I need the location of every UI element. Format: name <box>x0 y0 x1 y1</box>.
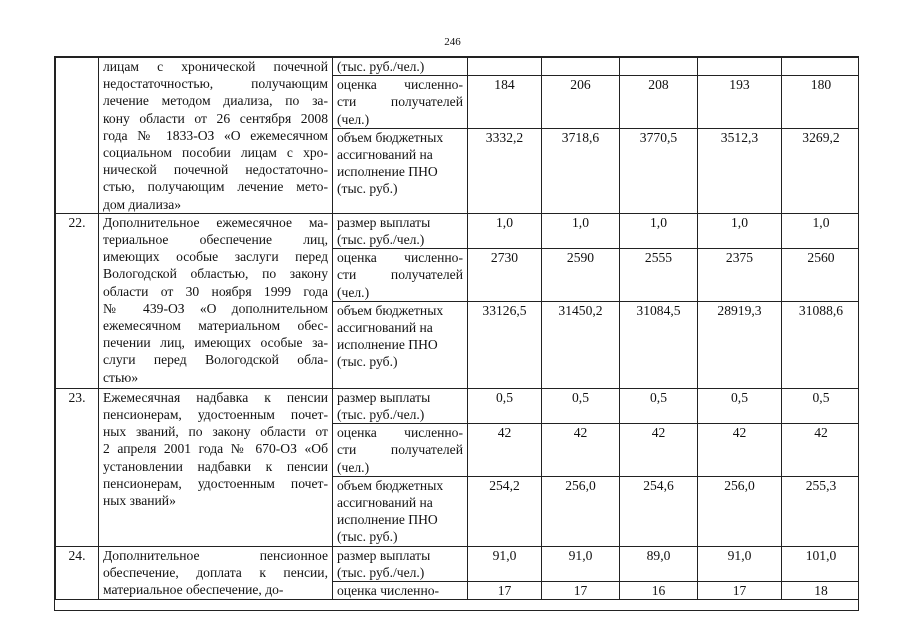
indicator-line: сти получателей <box>337 267 463 283</box>
budget-table <box>55 57 859 600</box>
indicator-line: ассигнований на <box>337 147 433 163</box>
indicator-line: сти получателей <box>337 442 463 458</box>
measure-description <box>99 388 333 546</box>
value-cell: 17 <box>468 582 542 600</box>
indicator-line: сти получателей <box>337 94 463 110</box>
value-cell: 2730 <box>468 249 542 302</box>
description-line: недостаточностью, получающим <box>103 76 328 92</box>
table-row <box>56 546 860 581</box>
table-row <box>56 58 860 76</box>
indicator-line: ассигнований на <box>337 320 433 336</box>
value-cell <box>542 58 620 76</box>
table-row <box>56 213 860 248</box>
value-cell: 33126,5 <box>468 301 542 388</box>
value-cell: 206 <box>542 76 620 129</box>
description-line: № 439-ОЗ «О дополнительном <box>103 300 328 316</box>
indicator-line: объем бюджетных <box>337 302 444 318</box>
indicator-name <box>333 213 468 248</box>
indicator-line: ассигнований на <box>337 495 433 511</box>
value-cell: 42 <box>468 424 542 477</box>
description-line: области от 30 ноября 1999 года <box>103 283 328 299</box>
value-cell: 2590 <box>542 249 620 302</box>
indicator-line: исполнение ПНО <box>337 164 438 180</box>
value-cell: 0,5 <box>782 388 860 423</box>
indicator-line: (тыс. руб./чел.) <box>337 407 425 423</box>
value-cell: 2560 <box>782 249 860 302</box>
value-cell: 1,0 <box>698 213 782 248</box>
description-line: 2 апреля 2001 года № 670-ОЗ «Об <box>103 441 328 457</box>
indicator-line: исполнение ПНО <box>337 337 438 353</box>
description-line: материальное обеспечение, до- <box>103 582 284 598</box>
value-cell: 3332,2 <box>468 128 542 213</box>
indicator-name <box>333 424 468 477</box>
indicator-name <box>333 249 468 302</box>
indicator-line: (тыс. руб./чел.) <box>337 564 425 580</box>
value-cell: 256,0 <box>542 476 620 546</box>
description-line: Ежемесячная надбавка к пенсии <box>103 389 328 405</box>
description-line: лечение методом диализа, по за- <box>103 93 328 109</box>
row-number <box>56 58 99 214</box>
value-cell: 193 <box>698 76 782 129</box>
description-line: установлении надбавки к пенсии <box>103 458 328 474</box>
indicator-line: (тыс. руб.) <box>337 181 398 197</box>
table-body <box>56 58 860 600</box>
indicator-name <box>333 76 468 129</box>
description-line: ных званий, по закону области от <box>103 424 328 440</box>
description-line: обеспечение, доплата к пенсии, <box>103 564 328 580</box>
indicator-name <box>333 388 468 423</box>
indicator-line: (чел.) <box>337 459 370 475</box>
value-cell <box>698 58 782 76</box>
value-cell: 1,0 <box>620 213 698 248</box>
indicator-name <box>333 476 468 546</box>
indicator-name <box>333 128 468 213</box>
value-cell: 16 <box>620 582 698 600</box>
value-cell: 1,0 <box>542 213 620 248</box>
description-line: Дополнительное ежемесячное ма- <box>103 214 328 230</box>
indicator-line: объем бюджетных <box>337 477 444 493</box>
indicator-name <box>333 58 468 76</box>
value-cell: 28919,3 <box>698 301 782 388</box>
value-cell: 101,0 <box>782 546 860 581</box>
description-line: ежемесячном материальном обес- <box>103 318 328 334</box>
value-cell: 0,5 <box>542 388 620 423</box>
value-cell: 31450,2 <box>542 301 620 388</box>
table-row <box>56 388 860 423</box>
indicator-line: (тыс. руб.) <box>337 354 398 370</box>
description-line: печении лиц, имеющих особые за- <box>103 335 328 351</box>
description-line: имеющих особые заслуги перед <box>103 249 328 265</box>
value-cell <box>782 58 860 76</box>
value-cell: 31088,6 <box>782 301 860 388</box>
description-line: нической почечной недостаточно- <box>103 162 328 178</box>
table-frame <box>54 56 859 611</box>
indicator-line: размер выплаты <box>337 389 431 405</box>
value-cell: 91,0 <box>698 546 782 581</box>
indicator-line: размер выплаты <box>337 547 431 563</box>
value-cell: 1,0 <box>468 213 542 248</box>
indicator-line: оценка численно- <box>337 583 440 599</box>
description-line: стью, получающим лечение мето- <box>103 179 328 195</box>
value-cell: 254,6 <box>620 476 698 546</box>
value-cell: 0,5 <box>468 388 542 423</box>
description-line: кону области от 26 сентября 2008 <box>103 110 328 126</box>
row-number: 22. <box>56 213 99 388</box>
indicator-line: объем бюджетных <box>337 129 444 145</box>
value-cell: 0,5 <box>698 388 782 423</box>
description-line: пенсионерам, удостоенным почет- <box>103 407 328 423</box>
description-line: Дополнительное пенсионное <box>103 547 328 563</box>
indicator-name <box>333 582 468 600</box>
measure-description <box>99 58 333 214</box>
value-cell: 17 <box>698 582 782 600</box>
description-line: социальном пособии лицам с хро- <box>103 145 328 161</box>
description-line: дом диализа» <box>103 196 182 212</box>
description-line: слуги перед Вологодской обла- <box>103 352 328 368</box>
value-cell <box>620 58 698 76</box>
indicator-line: оценка численно- <box>337 77 463 93</box>
value-cell: 3269,2 <box>782 128 860 213</box>
description-line: пенсионерам, удостоенным почет- <box>103 475 328 491</box>
indicator-line: оценка численно- <box>337 425 463 441</box>
value-cell: 91,0 <box>468 546 542 581</box>
indicator-line: (тыс. руб./чел.) <box>337 232 425 248</box>
value-cell: 42 <box>542 424 620 477</box>
indicator-name <box>333 546 468 581</box>
value-cell <box>468 58 542 76</box>
value-cell: 17 <box>542 582 620 600</box>
value-cell: 3512,3 <box>698 128 782 213</box>
value-cell: 42 <box>620 424 698 477</box>
value-cell: 184 <box>468 76 542 129</box>
indicator-line: (чел.) <box>337 284 370 300</box>
value-cell: 31084,5 <box>620 301 698 388</box>
row-number: 23. <box>56 388 99 546</box>
value-cell: 2375 <box>698 249 782 302</box>
measure-description <box>99 213 333 388</box>
value-cell: 42 <box>782 424 860 477</box>
indicator-line: (чел.) <box>337 111 370 127</box>
value-cell: 256,0 <box>698 476 782 546</box>
value-cell: 255,3 <box>782 476 860 546</box>
description-line: Вологодской областью, по закону <box>103 266 328 282</box>
value-cell: 254,2 <box>468 476 542 546</box>
indicator-name <box>333 301 468 388</box>
value-cell: 2555 <box>620 249 698 302</box>
value-cell: 0,5 <box>620 388 698 423</box>
indicator-line: оценка численно- <box>337 250 463 266</box>
value-cell: 208 <box>620 76 698 129</box>
description-line: стью» <box>103 369 139 385</box>
value-cell: 42 <box>698 424 782 477</box>
indicator-line: (тыс. руб.) <box>337 529 398 545</box>
indicator-line: размер выплаты <box>337 214 431 230</box>
value-cell: 18 <box>782 582 860 600</box>
value-cell: 180 <box>782 76 860 129</box>
description-line: ных званий» <box>103 493 176 509</box>
description-line: териальное обеспечение лиц, <box>103 232 328 248</box>
value-cell: 89,0 <box>620 546 698 581</box>
value-cell: 1,0 <box>782 213 860 248</box>
indicator-line: (тыс. руб./чел.) <box>337 59 425 74</box>
value-cell: 3770,5 <box>620 128 698 213</box>
value-cell: 91,0 <box>542 546 620 581</box>
description-line: лицам с хронической почечной <box>103 59 328 74</box>
indicator-line: исполнение ПНО <box>337 512 438 528</box>
description-line: года № 1833-ОЗ «О ежемесячном <box>103 127 328 143</box>
page-number: 246 <box>444 36 461 48</box>
measure-description <box>99 546 333 600</box>
row-number: 24. <box>56 546 99 600</box>
value-cell: 3718,6 <box>542 128 620 213</box>
